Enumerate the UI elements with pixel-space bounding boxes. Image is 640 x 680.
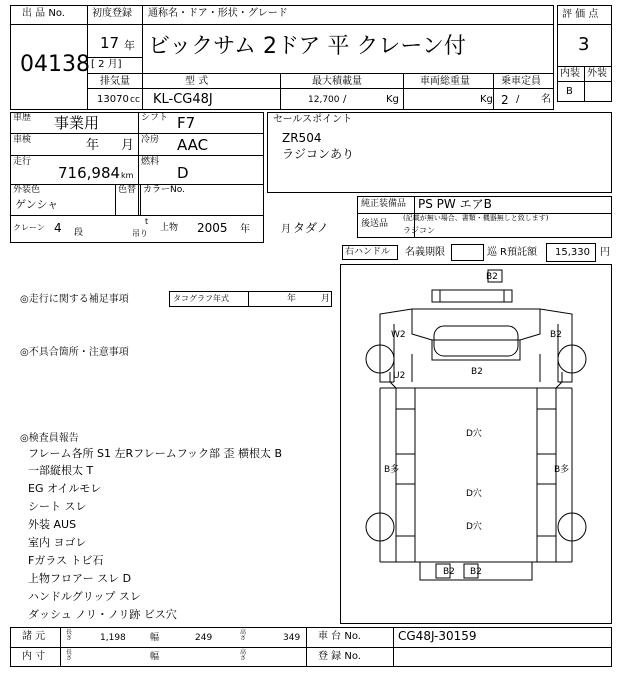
crane-ton-unit: t bbox=[145, 217, 149, 226]
diagram-mark: B多 bbox=[554, 465, 570, 475]
capacity-value: 2 bbox=[501, 93, 509, 107]
inspector-line: Fガラス トビ石 bbox=[28, 554, 104, 567]
diagram-mark: B2 bbox=[486, 272, 498, 282]
diagram-mark: D穴 bbox=[466, 429, 482, 439]
diagram-mark: B2 bbox=[443, 567, 455, 577]
name-change-box bbox=[451, 244, 484, 261]
crane-tsuri-unit: 吊り bbox=[132, 229, 148, 238]
inspection-year-unit: 年 bbox=[86, 138, 100, 153]
diagram-mark: B2 bbox=[471, 367, 483, 377]
diagram-mark: B2 bbox=[550, 330, 562, 340]
steering-value: 右ハンドル bbox=[345, 247, 391, 257]
width-value: 249 bbox=[195, 633, 213, 643]
recycle-deposit-value: 15,330 bbox=[555, 247, 590, 258]
height-label: 高さ bbox=[240, 629, 247, 642]
inner-length-label: 長さ bbox=[66, 649, 73, 662]
sales-line-2: ラジコンあり bbox=[282, 147, 355, 161]
capacity-label: 乗車定員 bbox=[501, 76, 541, 87]
displacement-label: 排気量 bbox=[100, 76, 130, 87]
tachograph-label: タコグラフ年式 bbox=[173, 294, 229, 303]
equipment-label: 純正装備品 bbox=[361, 199, 407, 209]
diagram-mark: D穴 bbox=[466, 489, 482, 499]
lot-label: 出 品 No. bbox=[22, 8, 65, 19]
defect-label: ◎不具合箇所・注意事項 bbox=[20, 347, 129, 358]
exterior-label: 外装 bbox=[587, 68, 607, 79]
color-change-label: 色替 bbox=[118, 185, 137, 195]
score-label: 評 価 点 bbox=[562, 9, 599, 20]
inspector-line: ハンドルグリップ スレ bbox=[28, 590, 141, 603]
car-name: ビックサム 2ドア 平 クレーン付 bbox=[148, 34, 466, 59]
crane-steps: 4 bbox=[54, 221, 62, 235]
equipment-value: PS PW エアB bbox=[418, 197, 492, 211]
gross-weight-label: 車両総重量 bbox=[420, 76, 470, 87]
travel-remarks-label: ◎走行に関する補足事項 bbox=[20, 294, 129, 305]
fuel-value: D bbox=[177, 164, 189, 182]
crane-label: クレーン bbox=[13, 223, 45, 232]
km-unit: km bbox=[121, 171, 134, 180]
max-load-label: 最大積載量 bbox=[312, 76, 362, 87]
registration-number-label: 登 録 No. bbox=[318, 651, 361, 662]
registration-label: 初度登録 bbox=[92, 8, 132, 19]
after-delivery-note: (記載が無い場合、書類・機器無しと致します) bbox=[403, 214, 549, 222]
history-value: 事業用 bbox=[54, 114, 100, 132]
height-value: 349 bbox=[283, 633, 301, 643]
inspector-line: EG オイルモレ bbox=[28, 482, 102, 495]
interior-grade: B bbox=[566, 86, 573, 97]
shift-value: F7 bbox=[177, 114, 196, 132]
after-delivery-item: ラジコン bbox=[403, 226, 435, 235]
inspector-line: 一部縦根太 T bbox=[28, 464, 94, 477]
ac-value: AAC bbox=[177, 136, 209, 154]
history-label: 車歴 bbox=[13, 113, 32, 123]
score-value: 3 bbox=[578, 34, 590, 55]
yen-unit: 円 bbox=[600, 247, 610, 258]
diagram-mark: U2 bbox=[393, 371, 406, 381]
mileage-label: 走行 bbox=[13, 157, 32, 167]
recycle-deposit-label: R預託額 bbox=[500, 247, 537, 258]
interior-label: 内装 bbox=[560, 68, 580, 79]
max-load-slash: / bbox=[343, 94, 347, 105]
color-label: 外装色 bbox=[13, 185, 41, 195]
inner-height-label: 高さ bbox=[240, 649, 247, 662]
inspector-line: 室内 ヨゴレ bbox=[28, 536, 87, 549]
year-unit: 年 bbox=[124, 39, 135, 52]
shift-label: シフト bbox=[141, 113, 169, 123]
diagram-mark: D穴 bbox=[466, 522, 482, 532]
upper-year-unit: 年 bbox=[240, 224, 250, 235]
fuel-label: 燃料 bbox=[141, 157, 160, 167]
mileage-value: 716,984 bbox=[58, 164, 121, 182]
name-change-label: 名義期限 bbox=[405, 247, 445, 258]
color-number-label: カラーNo. bbox=[143, 185, 185, 195]
inspector-line: シート スレ bbox=[28, 500, 87, 513]
chassis-label: 車 台 No. bbox=[318, 631, 361, 642]
diagram-mark: B多 bbox=[384, 465, 400, 475]
inspection-month-unit: 月 bbox=[121, 138, 135, 153]
displacement-value: 13070 bbox=[97, 94, 129, 105]
length-label: 長さ bbox=[66, 629, 73, 642]
tachograph-month-unit: 月 bbox=[321, 294, 331, 304]
car-name-label: 通称名・ドア・形状・グレード bbox=[148, 8, 288, 19]
capacity-slash: / bbox=[516, 94, 520, 105]
after-delivery-label: 後送品 bbox=[361, 219, 389, 229]
model-value: KL-CG48J bbox=[153, 92, 213, 107]
ac-label: 冷房 bbox=[141, 135, 160, 145]
upper-year: 2005 bbox=[197, 221, 228, 235]
kg-unit-1: Kg bbox=[386, 94, 399, 105]
sales-line-1: ZR504 bbox=[282, 131, 322, 145]
sales-point-label: セールスポイント bbox=[273, 114, 353, 125]
inner-size-label: 内 寸 bbox=[22, 651, 46, 662]
width-label: 幅 bbox=[150, 633, 160, 643]
registration-month: [ 2 月] bbox=[91, 59, 122, 70]
upper-month-unit: 月 bbox=[281, 224, 291, 235]
inspector-line: 外装 AUS bbox=[28, 518, 77, 531]
inner-width-label: 幅 bbox=[150, 652, 160, 662]
lot-number: 04138 bbox=[20, 52, 90, 77]
spec-label: 諸 元 bbox=[22, 631, 46, 642]
odometer-prefix: 巡 bbox=[487, 247, 497, 258]
crane-dan-unit: 段 bbox=[74, 228, 84, 238]
length-value: 1,198 bbox=[100, 633, 126, 643]
model-label: 型 式 bbox=[185, 76, 209, 87]
color-value: ゲンシャ bbox=[15, 198, 59, 211]
tachograph-year-unit: 年 bbox=[287, 294, 297, 304]
diagram-mark: B2 bbox=[470, 567, 482, 577]
upper-maker: タダノ bbox=[293, 221, 329, 235]
inspector-line: フレーム各所 S1 左Rフレームフック部 歪 横根太 B bbox=[28, 447, 283, 460]
inspector-report-label: ◎検査員報告 bbox=[20, 433, 79, 444]
cc-unit: cc bbox=[130, 95, 140, 105]
inspector-line: ダッシュ ノリ・ノリ跡 ビス穴 bbox=[28, 608, 177, 621]
upper-label: 上物 bbox=[160, 223, 179, 233]
inspection-label: 車検 bbox=[13, 135, 32, 145]
capacity-unit: 名 bbox=[541, 94, 551, 105]
registration-year: 17 bbox=[100, 34, 120, 52]
max-load-value: 12,700 bbox=[308, 95, 340, 105]
diagram-mark: W2 bbox=[391, 330, 406, 340]
chassis-value: CG48J-30159 bbox=[398, 629, 477, 643]
inspector-line: 上物フロアー スレ D bbox=[28, 572, 132, 585]
kg-unit-2: Kg bbox=[480, 94, 493, 105]
